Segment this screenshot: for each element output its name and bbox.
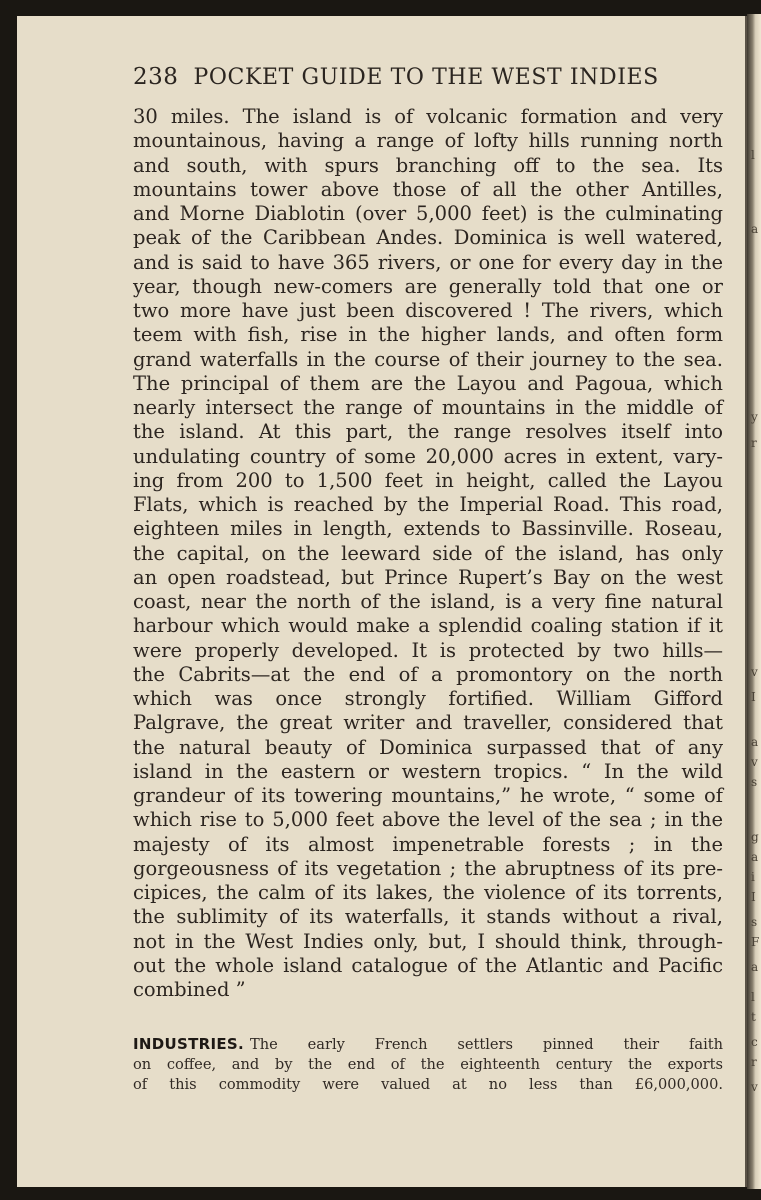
text-line: eighteen miles in length, extends to Bassinville. Roseau, bbox=[133, 517, 723, 541]
text-line: not in the West Indies only, but, I should think, through- bbox=[133, 929, 723, 953]
text-line: the Cabrits—at the end of a promontory on the north bbox=[133, 662, 723, 686]
industries-line: on coffee, and by the end of the eighteenth century the exports bbox=[133, 1055, 723, 1073]
text-line: which was once strongly fortified. William Gifford bbox=[133, 687, 723, 710]
facing-page-glyph: s bbox=[751, 915, 758, 929]
text-line: island in the eastern or western tropics. “ In the wild bbox=[133, 759, 723, 783]
text-line: majesty of its almost impenetrable forests ; in the bbox=[133, 832, 723, 856]
facing-page-glyph: a bbox=[751, 850, 759, 864]
text-line: out the whole island catalogue of the Atlantic and Pacific bbox=[133, 953, 723, 977]
text-line: the natural beauty of Dominica surpassed that of any bbox=[133, 735, 723, 759]
text-line: the capital, on the leeward side of the island, has only bbox=[133, 541, 723, 565]
text-line: nearly intersect the range of mountains in the middle of bbox=[133, 396, 723, 419]
facing-page-glyph: F bbox=[751, 935, 760, 949]
text-line: and Morne Diablotin (over 5,000 feet) is the culminating bbox=[133, 202, 723, 225]
industries-line bbox=[133, 1034, 723, 1055]
text-line: grand waterfalls in the course of their journey to the sea. bbox=[133, 347, 723, 371]
facing-page-glyph: a bbox=[751, 735, 759, 749]
text-line: gorgeousness of its vegetation ; the abruptness of its pre- bbox=[133, 856, 723, 880]
facing-page-glyph: r bbox=[751, 436, 757, 450]
text-line: grandeur of its towering mountains,” he wrote, “ some of bbox=[133, 784, 723, 807]
facing-page-glyph: r bbox=[751, 1055, 757, 1069]
industries-section bbox=[133, 1034, 723, 1096]
text-line: undulating country of some 20,000 acres in extent, vary- bbox=[133, 444, 723, 468]
facing-page-glyph: s bbox=[751, 775, 758, 789]
facing-page-glyph: y bbox=[751, 410, 758, 424]
text-line: 30 miles. The island is of volcanic formation and very bbox=[133, 105, 723, 128]
facing-page-glyph: c bbox=[751, 1035, 758, 1049]
text-line: mountainous, having a range of lofty hills running north bbox=[133, 129, 723, 153]
text-line: the sublimity of its waterfalls, it stands without a rival, bbox=[133, 905, 723, 929]
text-line: Palgrave, the great writer and traveller, considered that bbox=[133, 711, 723, 735]
facing-page-glyph: v bbox=[751, 1080, 758, 1094]
industries-line: of this commodity were valued at no less than £6,000,000. bbox=[133, 1076, 723, 1093]
text-line: Flats, which is reached by the Imperial Road. This road, bbox=[133, 493, 723, 516]
text-line: combined ” bbox=[133, 978, 246, 1001]
facing-page-glyph: l bbox=[751, 148, 755, 162]
text-line: an open roadstead, but Prince Rupert’s Bay on the west bbox=[133, 565, 723, 589]
facing-page-glyph: I bbox=[751, 890, 756, 904]
text-line: ing from 200 to 1,500 feet in height, called the Layou bbox=[133, 468, 723, 492]
text-line: and south, with spurs branching off to the sea. Its bbox=[133, 153, 723, 177]
facing-page-glyph: a bbox=[751, 222, 759, 236]
facing-page-glyph: v bbox=[751, 755, 758, 769]
text-line: year, though new-comers are generally told that one or bbox=[133, 274, 723, 298]
text-line: peak of the Caribbean Andes. Dominica is well watered, bbox=[133, 226, 723, 250]
page-header bbox=[133, 64, 723, 98]
text-line: coast, near the north of the island, is a very fine natural bbox=[133, 590, 723, 613]
page-number: 238 bbox=[133, 64, 179, 90]
facing-page-glyph: t bbox=[751, 1010, 756, 1024]
text-line: and is said to have 365 rivers, or one for every day in the bbox=[133, 250, 723, 274]
text-line: the island. At this part, the range resolves itself into bbox=[133, 420, 723, 444]
body-paragraph bbox=[133, 105, 723, 1002]
facing-page-glyph: l bbox=[751, 990, 755, 1004]
text-line: The principal of them are the Layou and Pagoua, which bbox=[133, 371, 723, 395]
facing-page-glyph: i bbox=[751, 870, 755, 884]
text-line: cipices, the calm of its lakes, the violence of its torrents, bbox=[133, 881, 723, 904]
facing-page-glyph: a bbox=[751, 960, 759, 974]
text-line: harbour which would make a splendid coaling station if it bbox=[133, 614, 723, 638]
running-head: POCKET GUIDE TO THE WEST INDIES bbox=[193, 65, 659, 90]
text-line: two more have just been discovered ! The rivers, which bbox=[133, 299, 723, 322]
facing-page-glyph: g bbox=[751, 830, 759, 844]
text-line: teem with fish, rise in the higher lands, and often form bbox=[133, 323, 723, 347]
text-line: mountains tower above those of all the other Antilles, bbox=[133, 177, 723, 201]
industries-text: The early French settlers pinned their faith bbox=[249, 1036, 723, 1053]
section-heading: INDUSTRIES. bbox=[133, 1035, 244, 1053]
text-line: were properly developed. It is protected by two hills— bbox=[133, 638, 723, 662]
text-line: which rise to 5,000 feet above the level of the sea ; in the bbox=[133, 808, 723, 832]
facing-page-glyph: I bbox=[751, 690, 756, 704]
facing-page-glyph: v bbox=[751, 665, 758, 679]
